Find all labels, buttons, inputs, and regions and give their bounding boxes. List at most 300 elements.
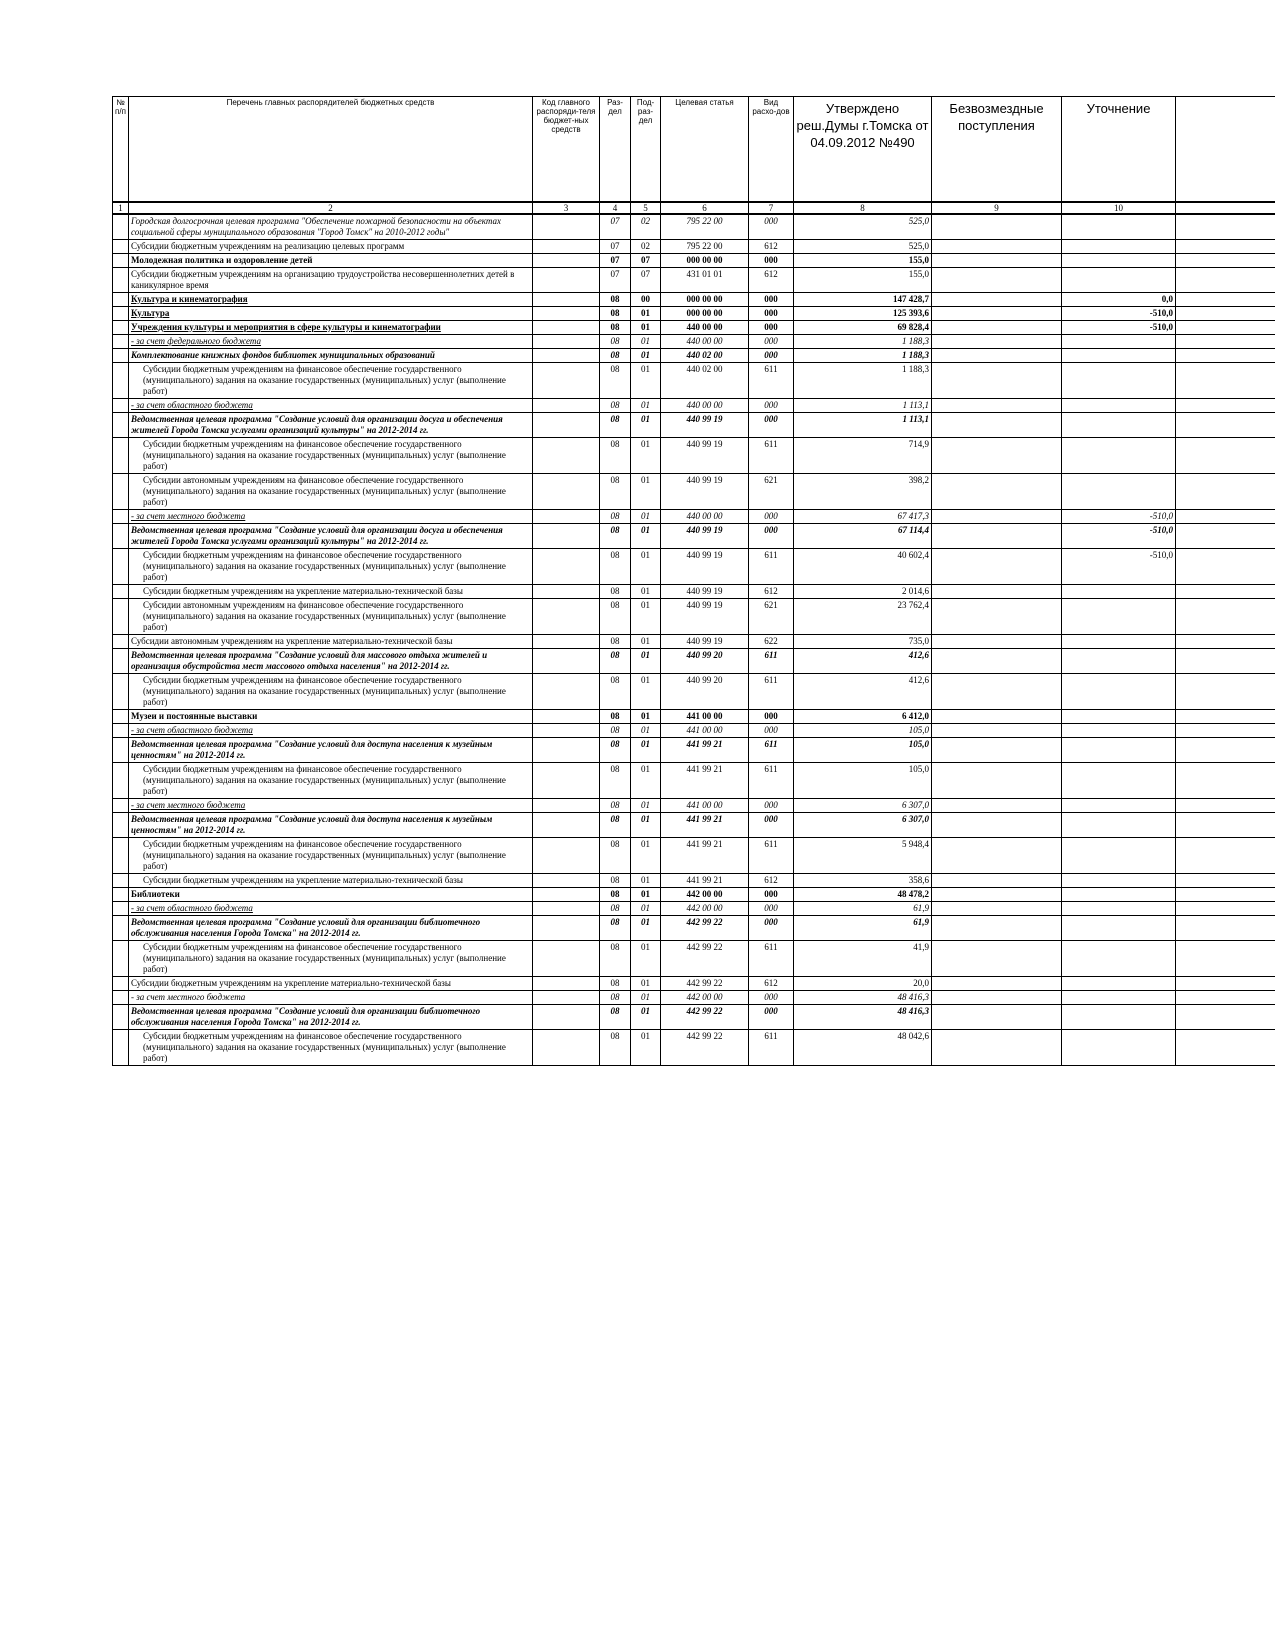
row-subsection: 01 [631,348,661,362]
row-number-cell [113,901,129,915]
col-number: 1 [113,202,129,214]
row-section: 08 [600,437,631,473]
row-number-cell [113,253,129,267]
row-description: Субсидии бюджетным учреждениям на укрепление материально-технической базы [129,873,533,887]
row-admin-code [533,509,600,523]
row-number-cell [113,634,129,648]
row-approved-amount: 20,0 [794,976,932,990]
row-description: Субсидии автономным учреждениям на финансовое обеспечение государственного (муниципального) задания на оказание государственных (муниципальных) услуг (выполнение работ) [129,473,533,509]
row-number-cell [113,306,129,320]
row-expense-type: 611 [749,362,794,398]
row-extra [1176,214,1275,240]
row-admin-code [533,798,600,812]
row-description: - за счет местного бюджета [129,509,533,523]
row-approved-amount: 1 113,1 [794,398,932,412]
table-row [113,598,1275,634]
row-target-item: 431 01 01 [661,267,749,292]
row-number-cell [113,239,129,253]
row-target-item: 442 99 22 [661,940,749,976]
row-section: 08 [600,673,631,709]
row-section: 08 [600,523,631,548]
row-grants [932,737,1062,762]
row-subsection: 01 [631,334,661,348]
row-extra [1176,709,1275,723]
row-expense-type: 612 [749,239,794,253]
row-correction [1062,584,1176,598]
row-correction [1062,398,1176,412]
row-description: Ведомственная целевая программа "Создание условий для организации библиотечного обслуживания населения Города Томска" на 2012-2014 гг. [129,915,533,940]
table-row [113,584,1275,598]
row-grants [932,412,1062,437]
row-description: Субсидии бюджетным учреждениям на финансовое обеспечение государственного (муниципального) задания на оказание государственных (муниципальных) услуг (выполнение работ) [129,548,533,584]
row-number-cell [113,437,129,473]
row-extra [1176,292,1275,306]
row-section: 08 [600,762,631,798]
row-approved-amount: 155,0 [794,267,932,292]
row-description: Субсидии бюджетным учреждениям на организацию трудоустройства несовершеннолетних детей в каникулярное время [129,267,533,292]
row-section: 08 [600,1004,631,1029]
col-number: 6 [661,202,749,214]
row-description: Ведомственная целевая программа "Создание условий для организации библиотечного обслуживания населения Города Томска" на 2012-2014 гг. [129,1004,533,1029]
row-admin-code [533,398,600,412]
row-section: 08 [600,548,631,584]
row-target-item: 440 99 19 [661,634,749,648]
row-number-cell [113,348,129,362]
row-admin-code [533,837,600,873]
row-correction [1062,253,1176,267]
row-approved-amount: 61,9 [794,915,932,940]
row-section: 08 [600,412,631,437]
row-approved-amount: 6 412,0 [794,709,932,723]
table-row [113,798,1275,812]
row-correction [1062,437,1176,473]
row-target-item: 440 99 20 [661,648,749,673]
table-body [113,214,1275,1066]
row-number-cell [113,320,129,334]
row-grants [932,673,1062,709]
row-expense-type: 000 [749,320,794,334]
col-header-grants: Безвозмездные поступления [932,97,1062,202]
row-subsection: 01 [631,798,661,812]
row-description: Субсидии бюджетным учреждениям на укрепление материально-технической базы [129,584,533,598]
row-section: 08 [600,292,631,306]
row-description: Ведомственная целевая программа "Создание условий для доступа населения к музейным ценностям" на 2012-2014 гг. [129,737,533,762]
row-approved-amount: 5 948,4 [794,837,932,873]
table-row [113,673,1275,709]
row-extra [1176,362,1275,398]
row-target-item: 440 99 20 [661,673,749,709]
row-number-cell [113,584,129,598]
row-expense-type: 000 [749,214,794,240]
row-description: Субсидии бюджетным учреждениям на реализацию целевых программ [129,239,533,253]
row-expense-type: 611 [749,673,794,709]
row-subsection: 01 [631,598,661,634]
row-section: 08 [600,915,631,940]
row-number-cell [113,548,129,584]
row-target-item: 000 00 00 [661,253,749,267]
table-row [113,253,1275,267]
row-expense-type: 611 [749,737,794,762]
col-header-admin-code: Код главного распоряди-теля бюджет-ных средств [533,97,600,202]
row-admin-code [533,437,600,473]
row-grants [932,473,1062,509]
row-extra [1176,634,1275,648]
row-target-item: 440 00 00 [661,509,749,523]
row-subsection: 01 [631,1029,661,1065]
row-admin-code [533,348,600,362]
row-target-item: 442 99 22 [661,915,749,940]
row-expense-type: 000 [749,509,794,523]
table-row [113,1004,1275,1029]
row-admin-code [533,292,600,306]
row-subsection: 01 [631,412,661,437]
row-correction: -510,0 [1062,320,1176,334]
row-expense-type: 621 [749,598,794,634]
row-correction: -510,0 [1062,523,1176,548]
row-approved-amount: 1 188,3 [794,348,932,362]
table-row [113,292,1275,306]
row-subsection: 01 [631,306,661,320]
row-target-item: 440 02 00 [661,362,749,398]
row-extra [1176,253,1275,267]
row-number-cell [113,723,129,737]
row-admin-code [533,762,600,798]
row-description: Библиотеки [129,887,533,901]
row-subsection: 01 [631,1004,661,1029]
row-approved-amount: 67 417,3 [794,509,932,523]
row-expense-type: 612 [749,267,794,292]
row-admin-code [533,737,600,762]
row-section: 08 [600,306,631,320]
row-description: - за счет федерального бюджета [129,334,533,348]
row-section: 08 [600,334,631,348]
row-expense-type: 000 [749,723,794,737]
row-grants [932,762,1062,798]
row-target-item: 441 99 21 [661,737,749,762]
table-row [113,762,1275,798]
table-header-row [113,97,1275,202]
row-grants [932,348,1062,362]
row-subsection: 01 [631,509,661,523]
row-extra [1176,473,1275,509]
row-extra [1176,812,1275,837]
col-header-target-item: Целевая статья [661,97,749,202]
row-admin-code [533,723,600,737]
row-description: Субсидии бюджетным учреждениям на укрепление материально-технической базы [129,976,533,990]
row-grants [932,598,1062,634]
row-grants [932,362,1062,398]
row-subsection: 01 [631,709,661,723]
row-approved-amount: 412,6 [794,648,932,673]
col-header-expense-type: Вид расхо-дов [749,97,794,202]
row-approved-amount: 412,6 [794,673,932,709]
row-subsection: 01 [631,437,661,473]
table-row [113,901,1275,915]
row-expense-type: 000 [749,334,794,348]
row-number-cell [113,214,129,240]
row-number-cell [113,940,129,976]
row-correction [1062,634,1176,648]
row-admin-code [533,673,600,709]
row-target-item: 440 99 19 [661,548,749,584]
table-row [113,239,1275,253]
row-approved-amount: 147 428,7 [794,292,932,306]
row-section: 08 [600,990,631,1004]
row-section: 08 [600,976,631,990]
row-subsection: 01 [631,548,661,584]
row-grants [932,548,1062,584]
row-correction: 0,0 [1062,292,1176,306]
row-extra [1176,598,1275,634]
row-subsection: 01 [631,473,661,509]
row-section: 08 [600,398,631,412]
col-number: 9 [932,202,1062,214]
row-grants [932,1004,1062,1029]
row-grants [932,990,1062,1004]
row-description: - за счет областного бюджета [129,398,533,412]
row-correction [1062,1029,1176,1065]
row-description: Музеи и постоянные выставки [129,709,533,723]
row-admin-code [533,940,600,976]
row-expense-type: 611 [749,837,794,873]
row-description: Субсидии автономным учреждениям на финансовое обеспечение государственного (муниципального) задания на оказание государственных (муниципальных) услуг (выполнение работ) [129,598,533,634]
row-number-cell [113,976,129,990]
row-target-item: 440 02 00 [661,348,749,362]
row-number-cell [113,509,129,523]
row-subsection: 00 [631,292,661,306]
row-extra [1176,523,1275,548]
table-row [113,348,1275,362]
row-description: Ведомственная целевая программа "Создание условий для доступа населения к музейным ценностям" на 2012-2014 гг. [129,812,533,837]
row-section: 08 [600,634,631,648]
row-grants [932,292,1062,306]
col-header-recipients: Перечень главных распорядителей бюджетных средств [129,97,533,202]
row-subsection: 01 [631,648,661,673]
row-extra [1176,239,1275,253]
row-description: Молодежная политика и оздоровление детей [129,253,533,267]
row-grants [932,334,1062,348]
row-extra [1176,1004,1275,1029]
row-subsection: 01 [631,320,661,334]
row-description: Учреждения культуры и мероприятия в сфере культуры и кинематографии [129,320,533,334]
row-correction [1062,798,1176,812]
row-correction [1062,267,1176,292]
row-grants [932,306,1062,320]
row-admin-code [533,523,600,548]
row-grants [932,398,1062,412]
row-description: Ведомственная целевая программа "Создание условий для организации досуга и обеспечения жителей Города Томска услугами организаций культуры" на 2012-2014 гг. [129,523,533,548]
row-subsection: 01 [631,887,661,901]
row-extra [1176,976,1275,990]
row-approved-amount: 105,0 [794,762,932,798]
row-approved-amount: 61,9 [794,901,932,915]
row-correction [1062,473,1176,509]
row-admin-code [533,334,600,348]
row-section: 08 [600,473,631,509]
row-description: Субсидии бюджетным учреждениям на финансовое обеспечение государственного (муниципального) задания на оказание государственных (муниципальных) услуг (выполнение работ) [129,362,533,398]
row-description: - за счет областного бюджета [129,901,533,915]
row-approved-amount: 125 393,6 [794,306,932,320]
table-row [113,648,1275,673]
row-extra [1176,673,1275,709]
row-expense-type: 000 [749,306,794,320]
row-correction [1062,990,1176,1004]
table-row [113,412,1275,437]
row-description: Субсидии бюджетным учреждениям на финансовое обеспечение государственного (муниципального) задания на оказание государственных (муниципальных) услуг (выполнение работ) [129,673,533,709]
row-section: 07 [600,239,631,253]
row-description: Культура [129,306,533,320]
row-admin-code [533,901,600,915]
row-grants [932,320,1062,334]
row-expense-type: 612 [749,584,794,598]
row-target-item: 440 99 19 [661,523,749,548]
col-header-extra [1176,97,1275,202]
row-section: 08 [600,723,631,737]
row-extra [1176,762,1275,798]
row-correction [1062,709,1176,723]
col-header-section: Раз-дел [600,97,631,202]
row-subsection: 07 [631,267,661,292]
row-number-cell [113,887,129,901]
row-subsection: 02 [631,239,661,253]
row-admin-code [533,634,600,648]
row-extra [1176,940,1275,976]
row-description: Культура и кинематография [129,292,533,306]
table-row [113,523,1275,548]
row-approved-amount: 1 188,3 [794,362,932,398]
row-admin-code [533,584,600,598]
row-target-item: 440 99 19 [661,437,749,473]
row-number-cell [113,292,129,306]
table-row [113,873,1275,887]
col-header-subsection: Под-раз-дел [631,97,661,202]
row-admin-code [533,990,600,1004]
row-expense-type: 612 [749,873,794,887]
budget-table [112,96,1275,1066]
row-admin-code [533,548,600,584]
row-section: 07 [600,267,631,292]
row-correction [1062,887,1176,901]
row-approved-amount: 6 307,0 [794,798,932,812]
row-number-cell [113,267,129,292]
row-expense-type: 611 [749,548,794,584]
row-correction [1062,214,1176,240]
row-number-cell [113,598,129,634]
row-admin-code [533,648,600,673]
row-admin-code [533,873,600,887]
row-correction [1062,412,1176,437]
row-expense-type: 000 [749,1004,794,1029]
row-expense-type: 000 [749,990,794,1004]
row-extra [1176,348,1275,362]
table-row [113,398,1275,412]
row-grants [932,239,1062,253]
row-subsection: 01 [631,723,661,737]
row-approved-amount: 48 042,6 [794,1029,932,1065]
table-row [113,737,1275,762]
row-admin-code [533,1004,600,1029]
row-section: 08 [600,737,631,762]
row-approved-amount: 155,0 [794,253,932,267]
row-correction [1062,873,1176,887]
row-admin-code [533,306,600,320]
row-admin-code [533,887,600,901]
row-description: - за счет местного бюджета [129,798,533,812]
row-description: Субсидии бюджетным учреждениям на финансовое обеспечение государственного (муниципального) задания на оказание государственных (муниципальных) услуг (выполнение работ) [129,940,533,976]
table-row [113,634,1275,648]
row-approved-amount: 1 113,1 [794,412,932,437]
row-grants [932,940,1062,976]
row-number-cell [113,334,129,348]
row-section: 08 [600,509,631,523]
table-row [113,437,1275,473]
row-section: 08 [600,812,631,837]
row-grants [932,887,1062,901]
row-target-item: 000 00 00 [661,292,749,306]
row-description: Субсидии автономным учреждениям на укрепление материально-технической базы [129,634,533,648]
row-extra [1176,1029,1275,1065]
row-subsection: 01 [631,762,661,798]
row-approved-amount: 735,0 [794,634,932,648]
row-target-item: 442 99 22 [661,976,749,990]
row-correction [1062,334,1176,348]
row-admin-code [533,253,600,267]
col-number: 5 [631,202,661,214]
row-target-item: 440 00 00 [661,334,749,348]
row-grants [932,253,1062,267]
row-subsection: 01 [631,901,661,915]
row-correction [1062,348,1176,362]
row-expense-type: 000 [749,901,794,915]
row-number-cell [113,1029,129,1065]
row-target-item: 441 99 21 [661,812,749,837]
row-expense-type: 000 [749,812,794,837]
row-grants [932,723,1062,737]
row-expense-type: 000 [749,915,794,940]
row-admin-code [533,239,600,253]
row-approved-amount: 525,0 [794,214,932,240]
row-number-cell [113,473,129,509]
row-subsection: 01 [631,915,661,940]
table-row [113,362,1275,398]
row-expense-type: 611 [749,1029,794,1065]
row-expense-type: 000 [749,253,794,267]
table-row [113,976,1275,990]
row-grants [932,437,1062,473]
row-approved-amount: 358,6 [794,873,932,887]
row-grants [932,214,1062,240]
row-section: 08 [600,901,631,915]
row-subsection: 01 [631,837,661,873]
row-admin-code [533,812,600,837]
row-number-cell [113,362,129,398]
row-extra [1176,901,1275,915]
row-grants [932,915,1062,940]
row-extra [1176,798,1275,812]
row-expense-type: 000 [749,292,794,306]
row-grants [932,509,1062,523]
row-expense-type: 621 [749,473,794,509]
table-row [113,1029,1275,1065]
row-approved-amount: 1 188,3 [794,334,932,348]
row-approved-amount: 41,9 [794,940,932,976]
row-section: 08 [600,709,631,723]
row-extra [1176,887,1275,901]
row-approved-amount: 6 307,0 [794,812,932,837]
row-grants [932,976,1062,990]
row-grants [932,523,1062,548]
row-description: Ведомственная целевая программа "Создание условий для организации досуга и обеспечения жителей Города Томска услугами организаций культуры" на 2012-2014 гг. [129,412,533,437]
